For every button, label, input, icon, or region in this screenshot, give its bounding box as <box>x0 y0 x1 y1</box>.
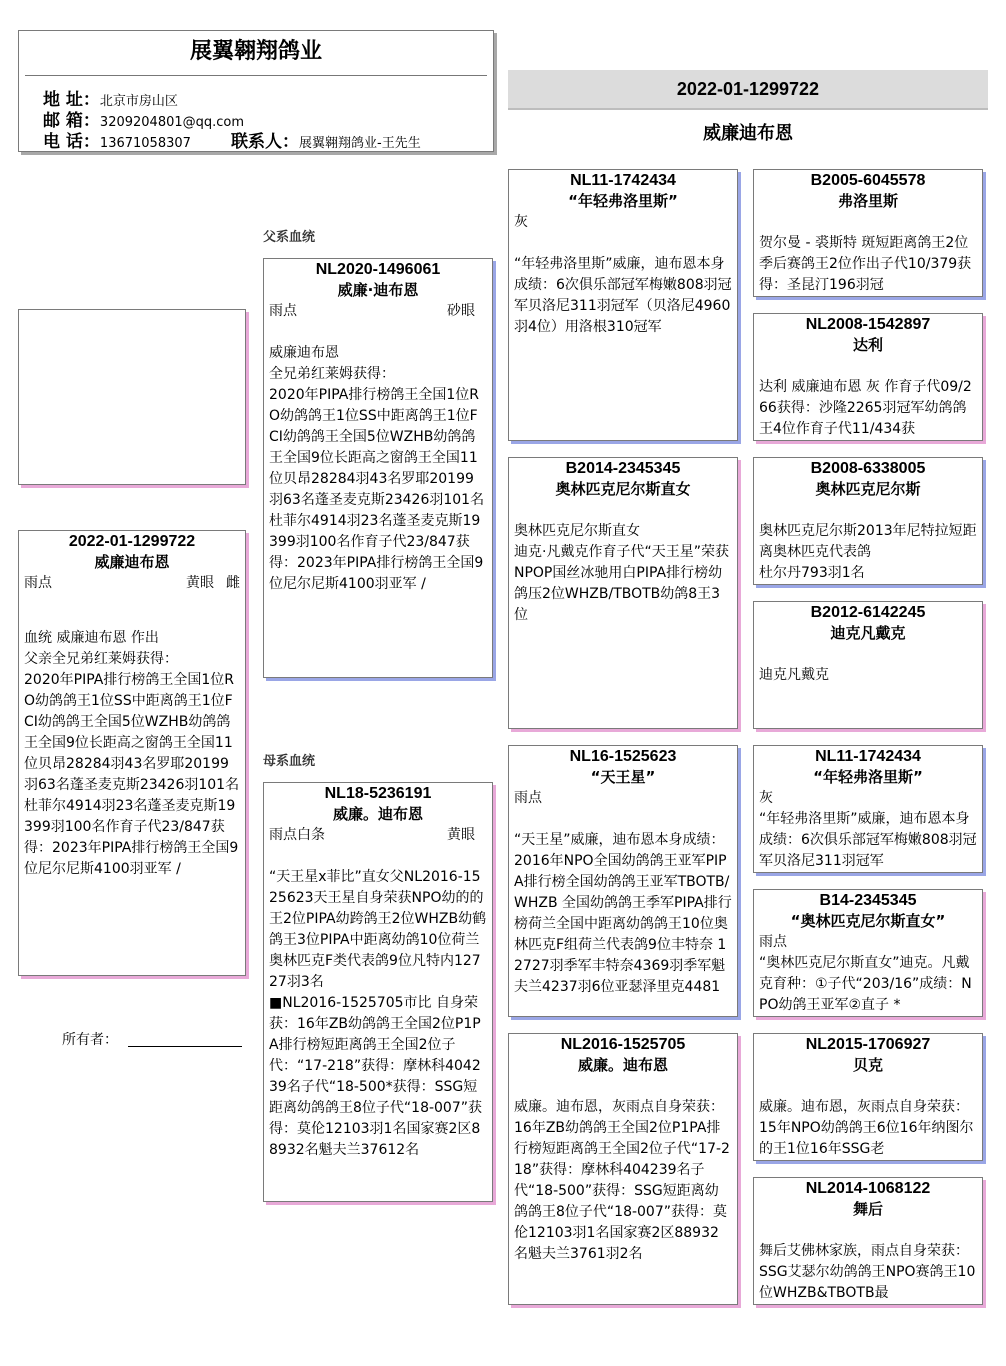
address-label: 地 址： <box>43 90 100 110</box>
ds-dam-traits <box>754 932 982 953</box>
dd-sire-ring: NL2015-1706927 <box>805 1036 931 1053</box>
ds-sire-name: “年轻弗洛里斯” <box>813 768 923 786</box>
sire-desc: 威廉迪布恩 全兄弟红莱姆获得： 2020年PIPA排行榜鸽王全国1位RO幼鸽鸽王1位SS中距离鸽王1位FCI幼鸽鸽王全国5位WZHB幼鸽鸽王全国9位长距高之窗鸽王全国11位贝昂28284羽43名罗耶20199羽63名蓬圣麦克斯23426羽101名杜菲尔4914羽23名蓬圣麦克斯19399羽100名作育子代23/847获得：2023年PIPA排行榜鸽王全国9位尼尔尼斯4100羽亚军 / <box>269 345 485 592</box>
dam-line-label: 母系血统 <box>263 754 316 769</box>
sd-sire-ring: B2008-6338005 <box>810 460 926 477</box>
sire-sire-ring: NL11-1742434 <box>570 172 676 189</box>
header-card <box>18 30 494 152</box>
sire-dam-desc: 奥林匹克尼尔斯直女 迪克·凡戴克作育子代“天王星”荣获 NPOP国丝冰驰用白PIPA排行榜幼鸽压2位WHZB/TBOTB幼鸽8王3位 <box>514 523 729 623</box>
dd-dam-name: 舞后 <box>852 1200 883 1218</box>
sire-line-label: 父系血统 <box>263 230 316 245</box>
dam-sire-traits <box>509 788 737 809</box>
ss-dam-card[interactable] <box>753 313 983 441</box>
contact-value: 展翼翱翔鸽业-王先生 <box>299 136 421 151</box>
sire-sire-card[interactable] <box>508 169 738 441</box>
dam-name: 威廉。迪布恩 <box>332 805 423 823</box>
company-title: 展翼翱翔鸽业 <box>189 39 322 64</box>
sire-sire-color: 灰 <box>514 214 528 230</box>
sd-sire-name: 奥林匹克尼尔斯 <box>815 480 921 498</box>
dd-dam-ring: NL2014-1068122 <box>805 1180 931 1197</box>
dam-sire-color: 雨点 <box>514 790 542 806</box>
sd-sire-card[interactable] <box>753 457 983 585</box>
sire-eye: 砂眼 <box>447 303 475 319</box>
sd-dam-ring: B2012-6142245 <box>810 604 926 621</box>
contact-label: 联系人： <box>231 132 299 152</box>
ds-sire-ring: NL11-1742434 <box>815 748 921 765</box>
ss-dam-desc: 达利 威廉迪布恩 灰 作育子代09/266获得：沙隆2265羽冠军幼鸽鸽王4位作育子代11/434获 <box>759 379 972 437</box>
contact-line <box>231 127 421 152</box>
ss-dam-ring: NL2008-1542897 <box>805 316 931 333</box>
dam-ring: NL18-5236191 <box>324 785 432 802</box>
photo-frame[interactable] <box>18 309 246 485</box>
dd-dam-card[interactable] <box>753 1177 983 1305</box>
dam-sire-desc: “天王星”威廉，迪布恩本身成绩：2016年NPO全国幼鸽鸽王亚军PIPA排行榜全国幼鸽鸽王亚军TBOTB/WHZB 全国幼鸽鸽王季军PIPA排行榜荷兰全国中距离幼鸽鸽王10位奥林匹克F组荷兰代表鸽9位丰特奈 12727羽季军丰特奈4369羽季军魁夫兰4237羽6位亚瑟泽里克4481 <box>514 832 732 995</box>
owner-label: 所有者： <box>62 1032 118 1048</box>
sire-sire-traits <box>509 212 737 233</box>
dam-color: 雨点白条 <box>269 827 325 843</box>
sire-dam-name: 奥林匹克尼尔斯直女 <box>555 480 691 498</box>
owner-field[interactable] <box>128 1046 242 1047</box>
ss-sire-desc: 贺尔曼 - 裘斯特 斑短距离鸽王2位季后赛鸽王2位作出子代10/379获得：圣昆汀196羽冠 <box>759 235 972 293</box>
ds-dam-color: 雨点 <box>759 934 787 950</box>
dam-dam-ring: NL2016-1525705 <box>560 1036 686 1053</box>
subject-sex: 雌 <box>226 575 240 591</box>
dam-sire-card[interactable] <box>508 745 738 1017</box>
top-ring-band <box>508 70 988 110</box>
ds-sire-card[interactable] <box>753 745 983 873</box>
dam-sire-ring: NL16-1525623 <box>569 748 677 765</box>
email-label: 邮 箱： <box>43 111 100 131</box>
email-value[interactable]: 3209204801@qq.com <box>99 115 245 130</box>
phone-line <box>43 127 191 152</box>
ss-sire-ring: B2005-6045578 <box>810 172 926 189</box>
ss-sire-name: 弗洛里斯 <box>837 192 898 210</box>
sire-traits <box>264 301 492 322</box>
ss-dam-name: 达利 <box>852 336 883 354</box>
sire-dam-ring: B2014-2345345 <box>565 460 681 477</box>
phone-label: 电 话： <box>43 132 100 152</box>
dam-dam-name: 威廉。迪布恩 <box>577 1056 668 1074</box>
sd-sire-desc: 奥林匹克尼尔斯2013年尼特拉短距离奥林匹克代表鸽 杜尔丹793羽1名 <box>759 523 977 581</box>
sd-dam-card[interactable] <box>753 601 983 729</box>
ds-sire-traits <box>754 788 982 809</box>
subject-desc: 血统 威廉迪布恩 作出 父亲全兄弟红莱姆获得： 2020年PIPA排行榜鸽王全国1位RO幼鸽鸽王1位SS中距离鸽王1位FCI幼鸽鸽王全国5位WZHB幼鸽鸽王全国9位长距高之窗鸽王全国11位贝昂28284羽43名罗耶20199羽63名蓬圣麦克斯23426羽101名杜菲尔4914羽23名蓬圣麦克斯19399羽100名作育子代23/847获得：2023年PIPA排行榜鸽王全国9位尼尔尼斯4100羽亚军 / <box>24 630 240 877</box>
dd-sire-card[interactable] <box>753 1033 983 1161</box>
dam-dam-desc: 威廉。迪布恩，灰雨点自身荣获：16年ZB幼鸽鸽王全国2位P1PA排行榜短距离鸽王全国2位子代“17-218”获得：摩林科404239名子代“18-500”获得：SSG短距离幼鸽鸽王8位子代“18-007”获得：莫伦12103羽1名国家赛2区88932名魁夫兰3761羽2名 <box>514 1099 730 1262</box>
sire-sire-desc: “年轻弗洛里斯”威廉，迪布恩本身成绩：6次俱乐部冠军梅嫩808羽冠军贝洛尼311羽冠军（贝洛尼4960羽4位）用洛根310冠军 <box>514 256 732 335</box>
sire-dam-card[interactable] <box>508 457 738 729</box>
dam-dam-card[interactable] <box>508 1033 738 1305</box>
phone-value[interactable]: 13671058307 <box>99 136 191 151</box>
top-name: 威廉迪布恩 <box>703 123 793 144</box>
subject-color: 雨点 <box>24 575 52 591</box>
sire-name: 威廉·迪布恩 <box>337 281 419 299</box>
subject-name: 威廉迪布恩 <box>94 553 170 571</box>
subject-card[interactable] <box>18 530 246 976</box>
sire-sire-name: “年轻弗洛里斯” <box>568 192 678 210</box>
ds-dam-card[interactable] <box>753 889 983 1017</box>
dam-sire-name: “天王星” <box>590 768 656 786</box>
sire-ring: NL2020-1496061 <box>315 261 441 278</box>
ds-dam-desc: “奥林匹克尼尔斯直女”迪克。凡戴克育种：①子代“203/16”成绩：NPO幼鸽王亚军②直子 * <box>759 955 972 1013</box>
dam-card[interactable] <box>263 782 493 1202</box>
subject-traits <box>19 573 245 594</box>
sd-dam-name: 迪克凡戴克 <box>830 624 906 642</box>
ss-sire-card[interactable] <box>753 169 983 297</box>
ds-dam-ring: B14-2345345 <box>819 892 917 909</box>
dam-desc: “天王星x菲比”直女父NL2016-1525623天王星自身荣获NPO幼的的王2位PIPA幼跨鸽王2位WHZB幼鹤鸽王3位PIPA中距离幼鸽10位荷兰奥林匹克F类代表鸽9位凡特内12727羽3名 ■NL2016-1525705市比 自身荣获：16年ZB幼鸽鸽王全国2位P1PA排行榜短距离鸽王全国2位子代：“17-218”获得：摩林科404239名子代“18-500*获得：SSG短距离幼鸽鸽王8位子代“18-007”获得：莫伦12103羽1名国家赛2区88932名魁夫兰37612名 <box>269 869 487 1158</box>
ds-sire-color: 灰 <box>759 790 773 806</box>
subject-eye: 黄眼 <box>186 575 214 591</box>
dd-sire-name: 贝克 <box>852 1056 883 1074</box>
subject-ring: 2022-01-1299722 <box>68 533 196 550</box>
address-value: 北京市房山区 <box>99 94 178 109</box>
sire-card[interactable] <box>263 258 493 678</box>
dd-sire-desc: 威廉。迪布恩，灰雨点自身荣获：15年NPO幼鸽鸽王6位16年纳图尔的王1位16年SSG老 <box>759 1099 974 1157</box>
header-divider <box>25 75 487 76</box>
dd-dam-desc: 舞后艾佛林家族，雨点自身荣获：SSG艾瑟尔幼鸽鸽王NPO赛鸽王10位WHZB&TBOTB最 <box>759 1243 976 1301</box>
sd-dam-desc: 迪克凡戴克 <box>759 667 829 683</box>
sire-color: 雨点 <box>269 303 297 319</box>
dam-eye: 黄眼 <box>447 827 475 843</box>
ds-dam-name: “奥林匹克尼尔斯直女” <box>790 912 946 930</box>
top-ring: 2022-01-1299722 <box>676 79 820 99</box>
ds-sire-desc: “年轻弗洛里斯”威廉，迪布恩本身成绩：6次俱乐部冠军梅嫩808羽冠军贝洛尼311羽冠军 <box>759 811 977 869</box>
dam-traits <box>264 825 492 846</box>
